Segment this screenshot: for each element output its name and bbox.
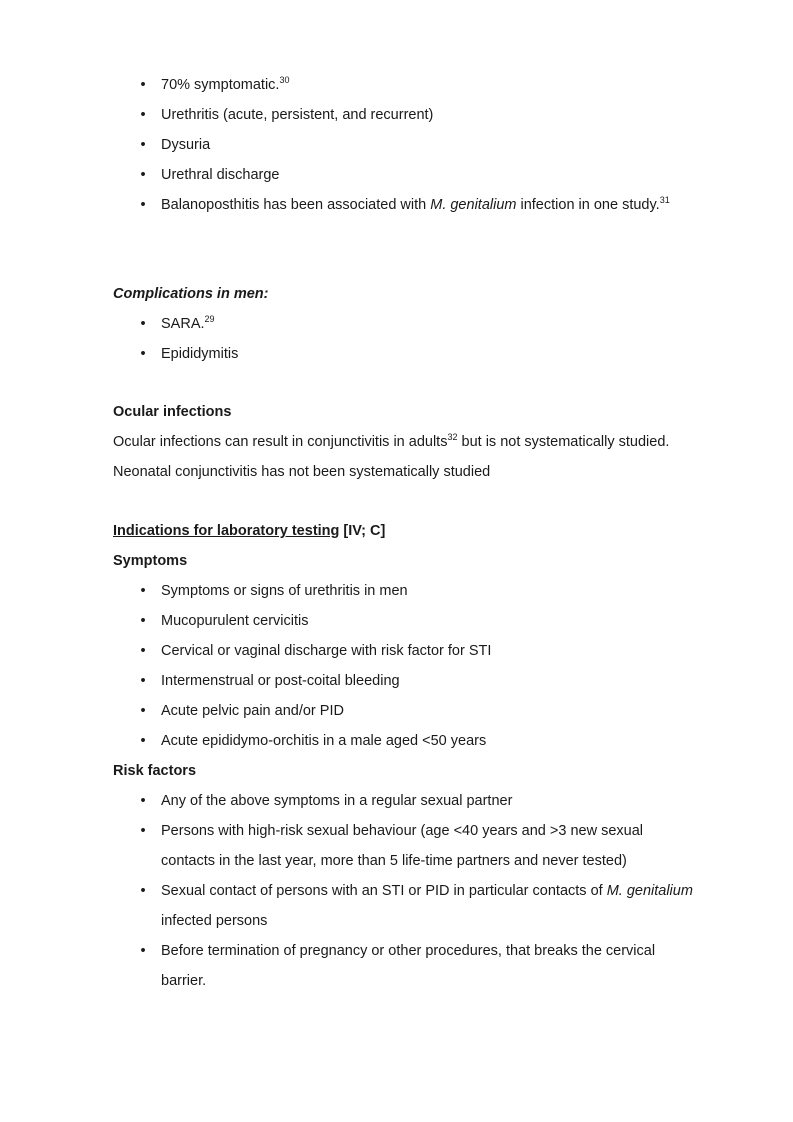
list-item: • Acute epididymo-orchitis in a male aged <50 years [113, 726, 693, 756]
bullet-icon: • [140, 346, 146, 362]
bullet-icon: • [140, 733, 146, 749]
bullet-icon: • [140, 316, 146, 332]
list-item: • Cervical or vaginal discharge with risk factor for STI [113, 636, 693, 666]
risk-factors-list [113, 786, 693, 996]
symptoms-list [113, 576, 693, 756]
complications-heading: Complications in men: [113, 286, 269, 302]
citation: 32 [447, 432, 458, 442]
bullet-icon: • [140, 77, 146, 93]
bullet-icon: • [140, 197, 146, 213]
ocular-heading: Ocular infections [113, 404, 232, 420]
symptoms-in-men-list [113, 70, 693, 220]
list-item: • Epididymitis [113, 339, 693, 369]
bullet-icon: • [140, 673, 146, 689]
list-item: • Sexual contact of persons with an STI or PID in particular contacts of M. genitalium infected persons [113, 876, 693, 936]
bullet-icon: • [140, 137, 146, 153]
list-item: • Any of the above symptoms in a regular sexual partner [113, 786, 693, 816]
list-item: • Symptoms or signs of urethritis in men [113, 576, 693, 606]
citation: 29 [204, 314, 215, 324]
bullet-icon: • [140, 943, 146, 959]
list-item: • 70% symptomatic.$^{30}$ [113, 70, 693, 100]
citation: 30 [279, 75, 290, 85]
list-item: • SARA.$^{29}$ [113, 309, 693, 339]
bullet-icon: • [140, 793, 146, 809]
citation: 31 [659, 195, 670, 205]
bullet-icon: • [140, 883, 146, 899]
bullet-icon: • [140, 583, 146, 599]
bullet-icon: • [140, 167, 146, 183]
list-item: • Mucopurulent cervicitis [113, 606, 693, 636]
bullet-icon: • [140, 613, 146, 629]
complications-list [113, 309, 693, 369]
list-item: • Intermenstrual or post-coital bleeding [113, 666, 693, 696]
bullet-icon: • [140, 823, 146, 839]
document-page [113, 70, 693, 996]
indications-heading: Indications for laboratory testing [IV; C] [113, 523, 386, 539]
ocular-paragraph: Ocular infections can result in conjunctivitis in adults$^{32}$ but is not systematically studied. Neonatal conjunctivitis has not been systematically studied [113, 432, 670, 480]
list-item: • Balanoposthitis has been associated with M. genitalium infection in one study.$^{31}$ [113, 190, 693, 220]
list-item: • Persons with high-risk sexual behaviour (age <40 years and >3 new sexual contacts in the last year, more than 5 life-time partners and never tested) [113, 816, 693, 876]
list-item: • Before termination of pregnancy or other procedures, that breaks the cervical barrier. [113, 936, 693, 996]
symptoms-heading: Symptoms [113, 553, 188, 569]
list-item: • Urethritis (acute, persistent, and recurrent) [113, 100, 693, 130]
list-item: • Urethral discharge [113, 160, 693, 190]
risk-factors-heading: Risk factors [113, 763, 197, 779]
list-item: • Acute pelvic pain and/or PID [113, 696, 693, 726]
list-item: • Dysuria [113, 130, 693, 160]
bullet-icon: • [140, 703, 146, 719]
bullet-icon: • [140, 107, 146, 123]
bullet-icon: • [140, 643, 146, 659]
